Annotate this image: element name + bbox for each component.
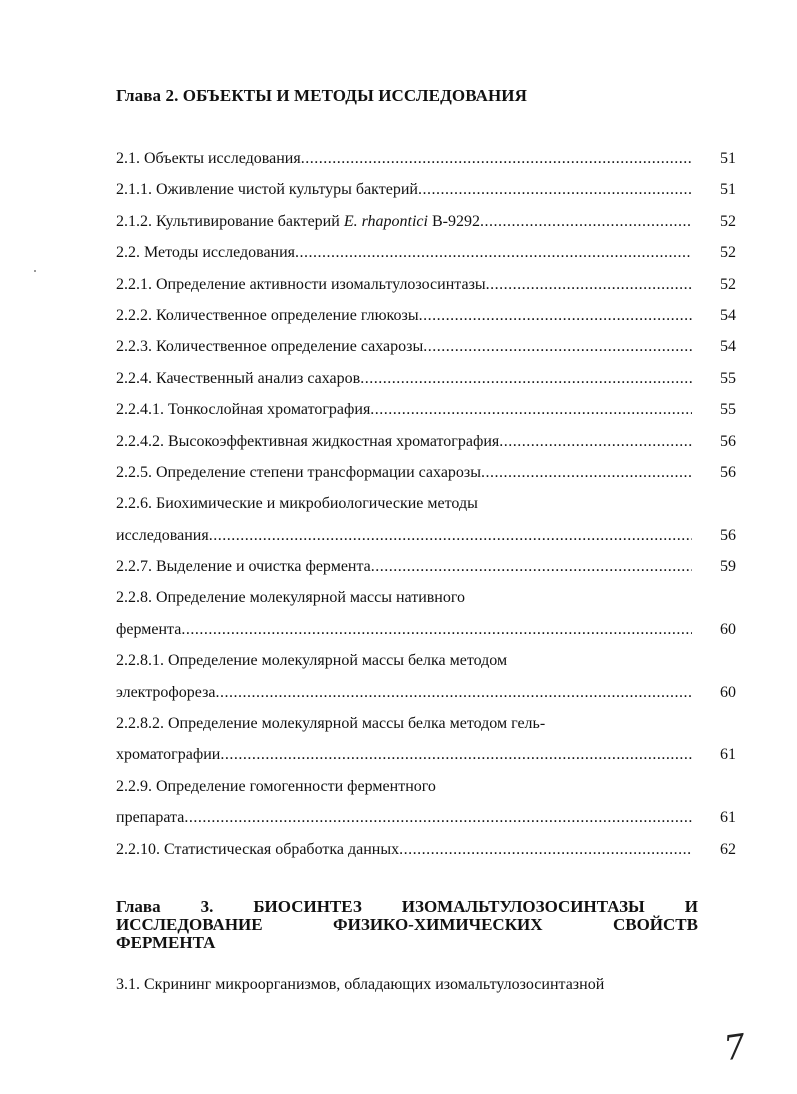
toc-entry-title: исследования .....: [116, 527, 692, 545]
toc-entry: [116, 240, 742, 271]
toc-entry-title: хроматографии .....: [116, 746, 692, 764]
toc-entry: [116, 177, 742, 208]
toc-entry-title: 2.2.8.1. Определение молекулярной массы белка методом: [116, 652, 508, 670]
toc-page-number: 54: [720, 306, 736, 324]
species-name: E. rhapontici: [343, 212, 428, 230]
scan-speck: [34, 270, 36, 272]
toc-entry-title: 2.2.7. Выделение и очистка фермента .....: [116, 558, 692, 576]
toc-entry: [116, 429, 742, 460]
toc-page-number: 62: [720, 840, 736, 858]
toc-entry-title: 2.2. Методы исследования .....: [116, 244, 692, 262]
toc-entry: [116, 303, 742, 334]
handwritten-page-number: 7: [721, 1026, 749, 1070]
toc-entry-continuation: [116, 805, 742, 836]
toc-entry: [116, 774, 742, 805]
toc-entry-title: фермента .....: [116, 621, 692, 639]
toc-entry-3-1: 3.1. Скрининг микроорганизмов, обладающих изомальтулозосинтазной: [116, 976, 605, 993]
toc-page-number: 51: [720, 150, 736, 167]
toc-entry: [116, 554, 742, 585]
toc-entry-title: 2.2.6. Биохимические и микробиологические методы: [116, 495, 478, 513]
toc-entry-continuation: [116, 617, 742, 648]
toc-page-number: 56: [720, 432, 736, 450]
toc-page-number: 61: [720, 809, 736, 827]
toc-entry: [116, 334, 742, 365]
toc-entry: [116, 585, 742, 616]
toc-entry: [116, 209, 742, 240]
toc-entry-continuation: [116, 523, 742, 554]
toc-entry: [116, 397, 742, 428]
toc-entry: [116, 146, 742, 177]
toc-entry-title: 2.1. Объекты исследования .....: [116, 150, 692, 168]
toc-entry: [116, 460, 742, 491]
toc-entry: [116, 366, 742, 397]
toc-page-number: 56: [720, 526, 736, 544]
chapter-3-heading-line: ИССЛЕДОВАНИЕ ФИЗИКО-ХИМИЧЕСКИХ СВОЙСТВ: [116, 915, 698, 934]
toc-entry-title: 2.2.9. Определение гомогенности ферментного: [116, 777, 436, 795]
toc-entry: [116, 711, 742, 742]
toc-page-number: 55: [720, 401, 736, 419]
toc-page-number: 51: [720, 181, 736, 199]
chapter-3-heading: [116, 898, 698, 952]
toc-entry-title: 2.2.8.2. Определение молекулярной массы белка методом гель-: [116, 715, 546, 733]
toc-page-number: 55: [720, 369, 736, 387]
toc-entry-title: 2.2.10. Статистическая обработка данных .....: [116, 841, 692, 859]
toc-entry-title: 2.2.8. Определение молекулярной массы нативного: [116, 589, 466, 607]
chapter-2-heading: Глава 2. ОБЪЕКТЫ И МЕТОДЫ ИССЛЕДОВАНИЯ: [116, 86, 527, 105]
toc-page-number: 60: [720, 683, 736, 701]
toc-entry-title: 2.2.4.2. Высокоэффективная жидкостная хроматография .....: [116, 433, 692, 451]
toc-entry-continuation: [116, 742, 742, 773]
toc-entry-title: 2.2.4.1. Тонкослойная хроматография .....: [116, 401, 692, 419]
toc-page-number: 52: [720, 244, 736, 262]
toc-page-number: 60: [720, 620, 736, 638]
toc-page-number: 59: [720, 558, 736, 576]
toc-entry: [116, 648, 742, 679]
chapter-3-heading-line: ФЕРМЕНТА: [116, 933, 216, 952]
toc-entry: [116, 272, 742, 303]
toc-entry-title: 2.2.1. Определение активности изомальтулозосинтазы .....: [116, 276, 692, 294]
chapter-3-heading-line: Глава 3. БИОСИНТЕЗ ИЗОМАЛЬТУЛОЗОСИНТАЗЫ И: [116, 897, 698, 916]
toc-page-number: 54: [720, 338, 736, 356]
toc-entry-continuation: [116, 680, 742, 711]
toc-entry-title: электрофореза .....: [116, 684, 692, 702]
toc-entry-title: 2.2.2. Количественное определение глюкозы .....: [116, 307, 692, 325]
toc-entry-title: 2.2.4. Качественный анализ сахаров .....: [116, 370, 692, 388]
toc-entry: [116, 491, 742, 522]
toc-entry-title: препарата .....: [116, 809, 692, 827]
toc-entry-title: 2.1.1. Оживление чистой культуры бактерий .....: [116, 181, 692, 199]
toc-entry-title: 2.2.3. Количественное определение сахарозы .....: [116, 338, 692, 356]
toc-entry-title: 2.1.2. Культивирование бактерий E. rhapontici В-9292 .....: [116, 213, 692, 231]
toc-page-number: 52: [720, 275, 736, 293]
toc-entry-title: 2.2.5. Определение степени трансформации сахарозы .....: [116, 464, 692, 482]
toc-page-number: 56: [720, 463, 736, 481]
toc-page-number: 61: [720, 746, 736, 764]
toc-entry: [116, 837, 742, 868]
table-of-contents: [116, 146, 742, 868]
toc-page-number: 52: [720, 212, 736, 230]
